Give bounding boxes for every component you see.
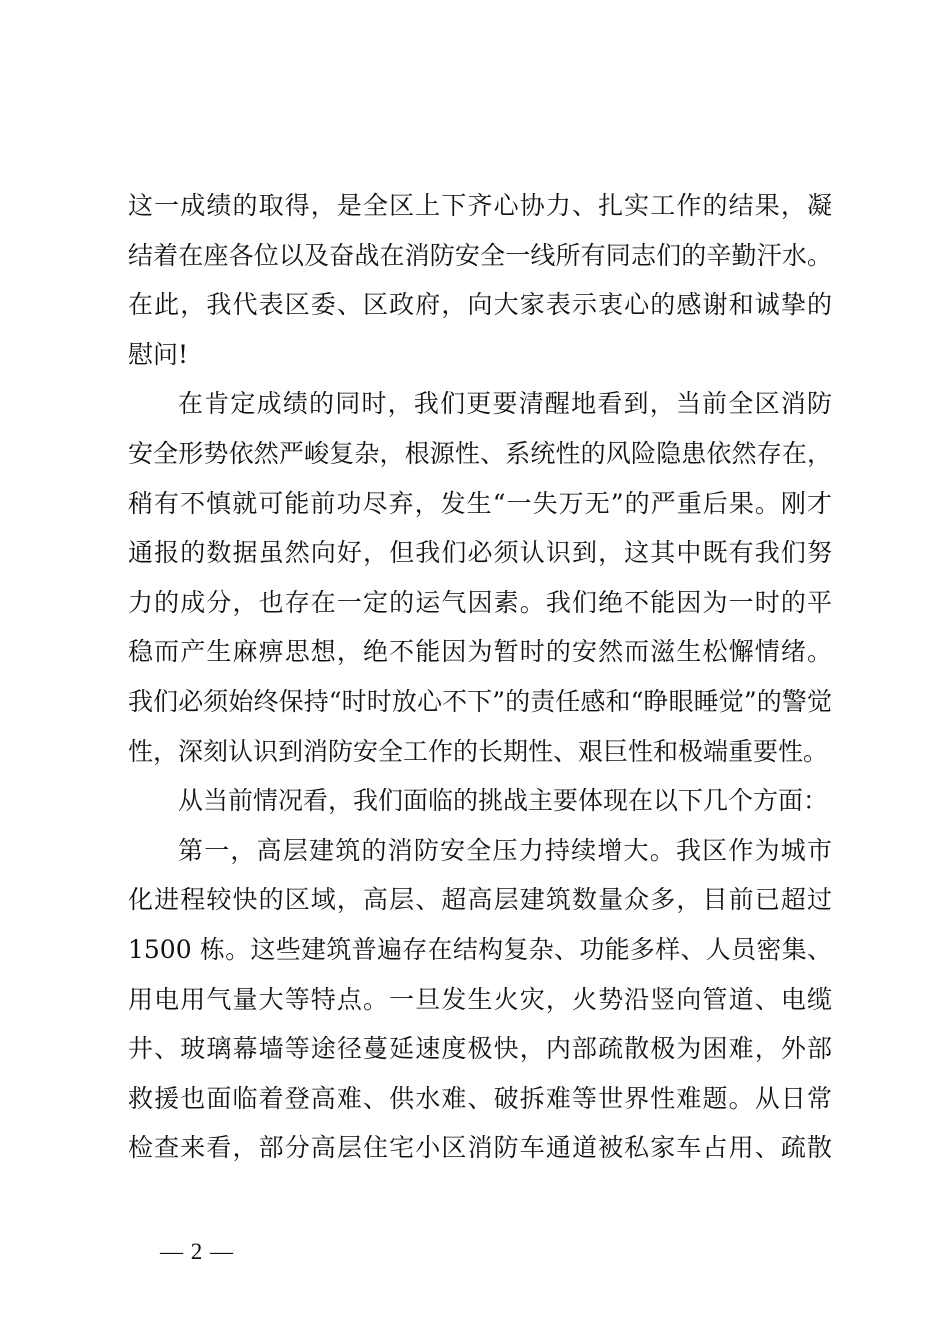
text-line: 安全形势依然严峻复杂，根源性、系统性的风险隐患依然存在， xyxy=(128,438,832,468)
text-line: 在肯定成绩的同时，我们更要清醒地看到，当前全区消防 xyxy=(178,389,832,419)
text-line: 我们必须始终保持“时时放心不下”的责任感和“睁眼睡觉”的警觉 xyxy=(128,686,832,716)
body-text xyxy=(128,181,832,1173)
text-line: 力的成分，也存在一定的运气因素。我们绝不能因为一时的平 xyxy=(128,587,832,617)
text-line: 救援也面临着登高难、供水难、破拆难等世界性难题。从日常 xyxy=(128,1083,832,1113)
text-line: 第一，高层建筑的消防安全压力持续增大。我区作为城市 xyxy=(178,835,832,865)
page-number: — 2 — xyxy=(160,1239,234,1264)
text-line: 这一成绩的取得，是全区上下齐心协力、扎实工作的结果，凝 xyxy=(128,191,832,220)
text-line: 稍有不慎就可能前功尽弃，发生“一失万无”的严重后果。刚才 xyxy=(128,488,832,518)
text-line: 1500 栋。这些建筑普遍存在结构复杂、功能多样、人员密集、 xyxy=(128,934,832,964)
text-line: 性，深刻认识到消防安全工作的长期性、艰巨性和极端重要性。 xyxy=(128,736,829,766)
text-line: 用电用气量大等特点。一旦发生火灾，火势沿竖向管道、电缆 xyxy=(128,984,832,1014)
text-line: 检查来看，部分高层住宅小区消防车通道被私家车占用、疏散 xyxy=(128,1133,832,1163)
text-line: 结着在座各位以及奋战在消防安全一线所有同志们的辛勤汗水。 xyxy=(128,240,832,270)
text-line: 稳而产生麻痹思想，绝不能因为暂时的安然而滋生松懈情绪。 xyxy=(128,637,832,667)
text-line: 慰问! xyxy=(128,339,189,369)
text-line: 化进程较快的区域，高层、超高层建筑数量众多，目前已超过 xyxy=(128,885,832,915)
text-line: 从当前情况看，我们面临的挑战主要体现在以下几个方面： xyxy=(178,786,829,816)
text-line: 通报的数据虽然向好，但我们必须认识到，这其中既有我们努 xyxy=(128,538,832,568)
text-line: 井、玻璃幕墙等途径蔓延速度极快，内部疏散极为困难，外部 xyxy=(128,1034,832,1064)
text-line: 在此，我代表区委、区政府，向大家表示衷心的感谢和诚挚的 xyxy=(128,290,832,320)
